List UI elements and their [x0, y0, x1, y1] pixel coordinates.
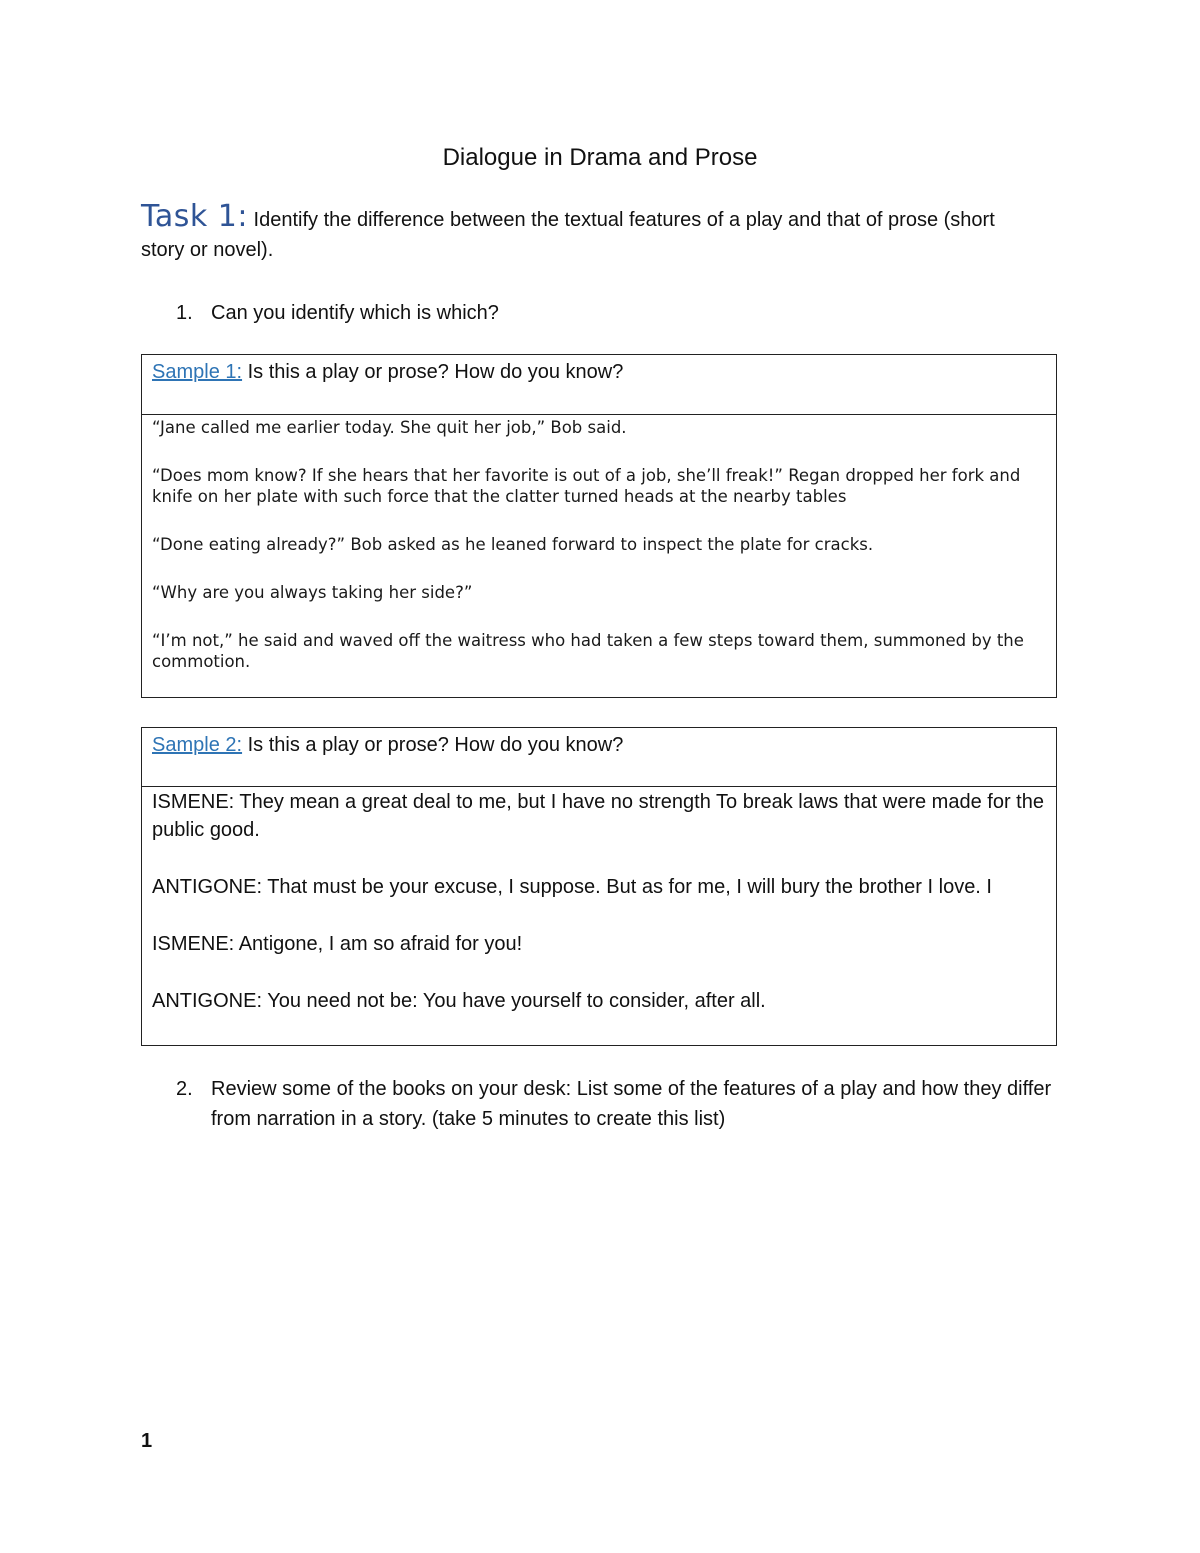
question-number: 1. — [176, 302, 193, 324]
question-text: Review some of the books on your desk: List some of the features of a play and how they differ from narration in a story. (take 5 minutes to create this list) — [211, 1078, 1052, 1130]
task-description: Identify the difference between the textual features of a play and that of prose (short story or novel). — [141, 209, 995, 261]
sample-1-text — [152, 417, 1046, 699]
sample-2-header — [142, 728, 1056, 787]
question-number: 2. — [176, 1078, 193, 1100]
sample-1-link[interactable]: Sample 1: — [152, 361, 243, 383]
sample-1-question: Is this a play or prose? How do you know? — [242, 361, 624, 383]
sample-2-table — [141, 727, 1057, 1046]
play-line: ISMENE: Antigone, I am so afraid for you! — [152, 933, 523, 955]
play-line: ANTIGONE: You need not be: You have yourself to consider, after all. — [152, 990, 766, 1012]
question-1 — [176, 298, 1056, 328]
task-instruction — [141, 199, 1041, 265]
prose-paragraph: “Jane called me earlier today. She quit her job,” Bob said. — [152, 418, 627, 437]
play-line: ANTIGONE: That must be your excuse, I suppose. But as for me, I will bury the brother I love. I — [152, 876, 992, 898]
task-label: Task 1: — [141, 199, 248, 234]
prose-paragraph: “I’m not,” he said and waved off the waitress who had taken a few steps toward them, summoned by the commotion. — [152, 631, 1024, 671]
sample-2-text — [152, 788, 1046, 1044]
play-line: ISMENE: They mean a great deal to me, but I have no strength To break laws that were made for the public good. — [152, 791, 1044, 841]
prose-paragraph: “Does mom know? If she hears that her favorite is out of a job, she’ll freak!” Regan dropped her fork and knife on her plate with such force that the clatter turned heads at the nearby tables — [152, 466, 1021, 506]
question-text: Can you identify which is which? — [211, 302, 499, 324]
sample-1-header — [142, 355, 1056, 415]
sample-2-question: Is this a play or prose? How do you know? — [242, 734, 624, 756]
prose-paragraph: “Done eating already?” Bob asked as he leaned forward to inspect the plate for cracks. — [152, 535, 874, 554]
sample-1-table — [141, 354, 1057, 698]
page-title: Dialogue in Drama and Prose — [442, 144, 758, 171]
sample-2-link[interactable]: Sample 2: — [152, 734, 243, 756]
prose-paragraph: “Why are you always taking her side?” — [152, 583, 473, 602]
question-2 — [176, 1074, 1056, 1134]
page-number: 1 — [141, 1430, 153, 1452]
